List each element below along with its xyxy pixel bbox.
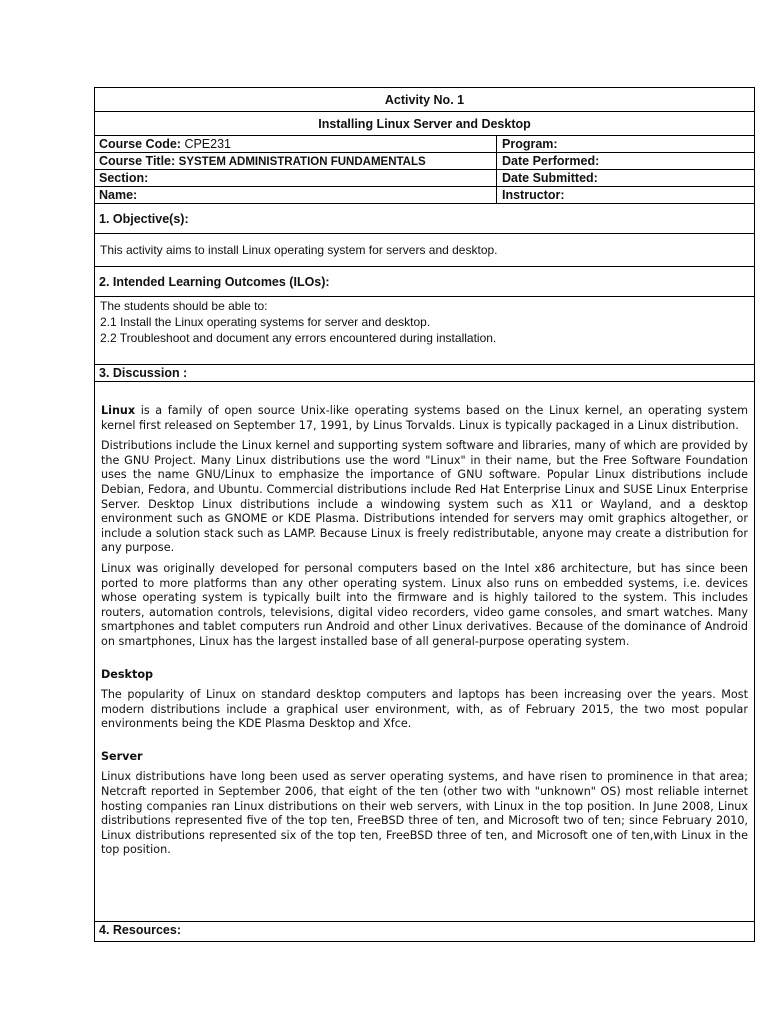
discussion-heading: 3. Discussion : [95, 365, 754, 382]
linux-term: Linux [101, 404, 136, 417]
course-code-row [95, 136, 754, 153]
course-title-value: SYSTEM ADMINISTRATION FUNDAMENTALS [178, 156, 426, 168]
activity-title: Installing Linux Server and Desktop [95, 112, 754, 136]
objectives-text: This activity aims to install Linux operating system for servers and desktop. [95, 234, 754, 267]
server-heading: Server [101, 749, 143, 763]
discussion-paragraph-2: Distributions include the Linux kernel and supporting system software and libraries, many of which are provided by the GNU Project. Many Linux distributions use the word "Linux" in their name, but the Free Software Foundation uses the name GNU/Linux to emphasize the importance of GNU software. Popular Linux distributions include Debian, Fedora, and Ubuntu. Commercial distributions include Red Hat Enterprise Linux and SUSE Linux Enterprise Server. Desktop Linux distributions include a windowing system such as X11 or Wayland, and a desktop environment such as GNOME or KDE Plasma. Distributions intended for servers may omit graphics altogether, or include a solution stack such as LAMP. Because Linux is freely redistributable, anyone may create a distribution for any purpose. [101, 439, 748, 555]
ilos-section [95, 297, 754, 365]
course-code-label: Course Code: [99, 137, 181, 151]
instructor-label: Instructor: [502, 188, 565, 202]
ilos-intro: The students should be able to: [100, 299, 268, 313]
ilos-item-1: 2.1 Install the Linux operating systems for server and desktop. [100, 315, 431, 329]
discussion-body [95, 382, 754, 922]
discussion-paragraph-3: Linux was originally developed for personal computers based on the Intel x86 architecture, but has since been ported to more platforms than any other operating system. Linux also runs on embedded systems, i.e. devices whose operating system is typically built into the firmware and is highly tailored to the system. This includes routers, automation controls, televisions, digital video recorders, video game consoles, and smart watches. Many smartphones and tablet computers run Android and other Linux derivatives. Because of the dominance of Android on smartphones, Linux has the largest installed base of all general-purpose operating system. [101, 561, 748, 648]
course-code-value: CPE231 [184, 137, 231, 151]
desktop-heading: Desktop [101, 667, 154, 681]
course-title-label: Course Title: [99, 154, 176, 168]
server-paragraph: Linux distributions have long been used as server operating systems, and have risen to prominence in that area; Netcraft reported in September 2006, that eight of the ten (other two with "unknown" OS) most reliable internet hosting companies ran Linux distributions on their web servers, with Linux in the top position. In June 2008, Linux distributions represented five of the top ten, FreeBSD three of ten, and Microsoft two of ten; since February 2010, Linux distributions represented six of the top ten, FreeBSD three of ten, and Microsoft one of ten,with Linux in the top position. [101, 770, 748, 857]
resources-heading: 4. Resources: [99, 923, 181, 937]
activity-document [94, 87, 755, 942]
date-performed-label: Date Performed: [502, 154, 600, 168]
name-row [95, 187, 754, 204]
ilos-heading: 2. Intended Learning Outcomes (ILOs): [95, 267, 754, 297]
ilos-item-2: 2.2 Troubleshoot and document any errors encountered during installation. [100, 331, 497, 345]
discussion-paragraph-1: Linux is a family of open source Unix-like operating systems based on the Linux kernel, an operating system kernel first released on September 17, 1991, by Linus Torvalds. Linux is typically packaged in a Linux distribution. [101, 404, 748, 432]
desktop-paragraph: The popularity of Linux on standard desktop computers and laptops has been increasing over the years. Most modern distributions include a graphical user environment, with, as of February 2015, the two most popular environments being the KDE Plasma Desktop and Xfce. [101, 688, 748, 731]
section-label: Section: [95, 170, 497, 186]
activity-number: Activity No. 1 [95, 88, 754, 112]
name-label: Name: [95, 187, 497, 203]
date-submitted-label: Date Submitted: [502, 171, 598, 185]
objectives-heading: 1. Objective(s): [95, 204, 754, 234]
program-label: Program: [502, 137, 558, 151]
course-title-row [95, 153, 754, 170]
section-row [95, 170, 754, 187]
